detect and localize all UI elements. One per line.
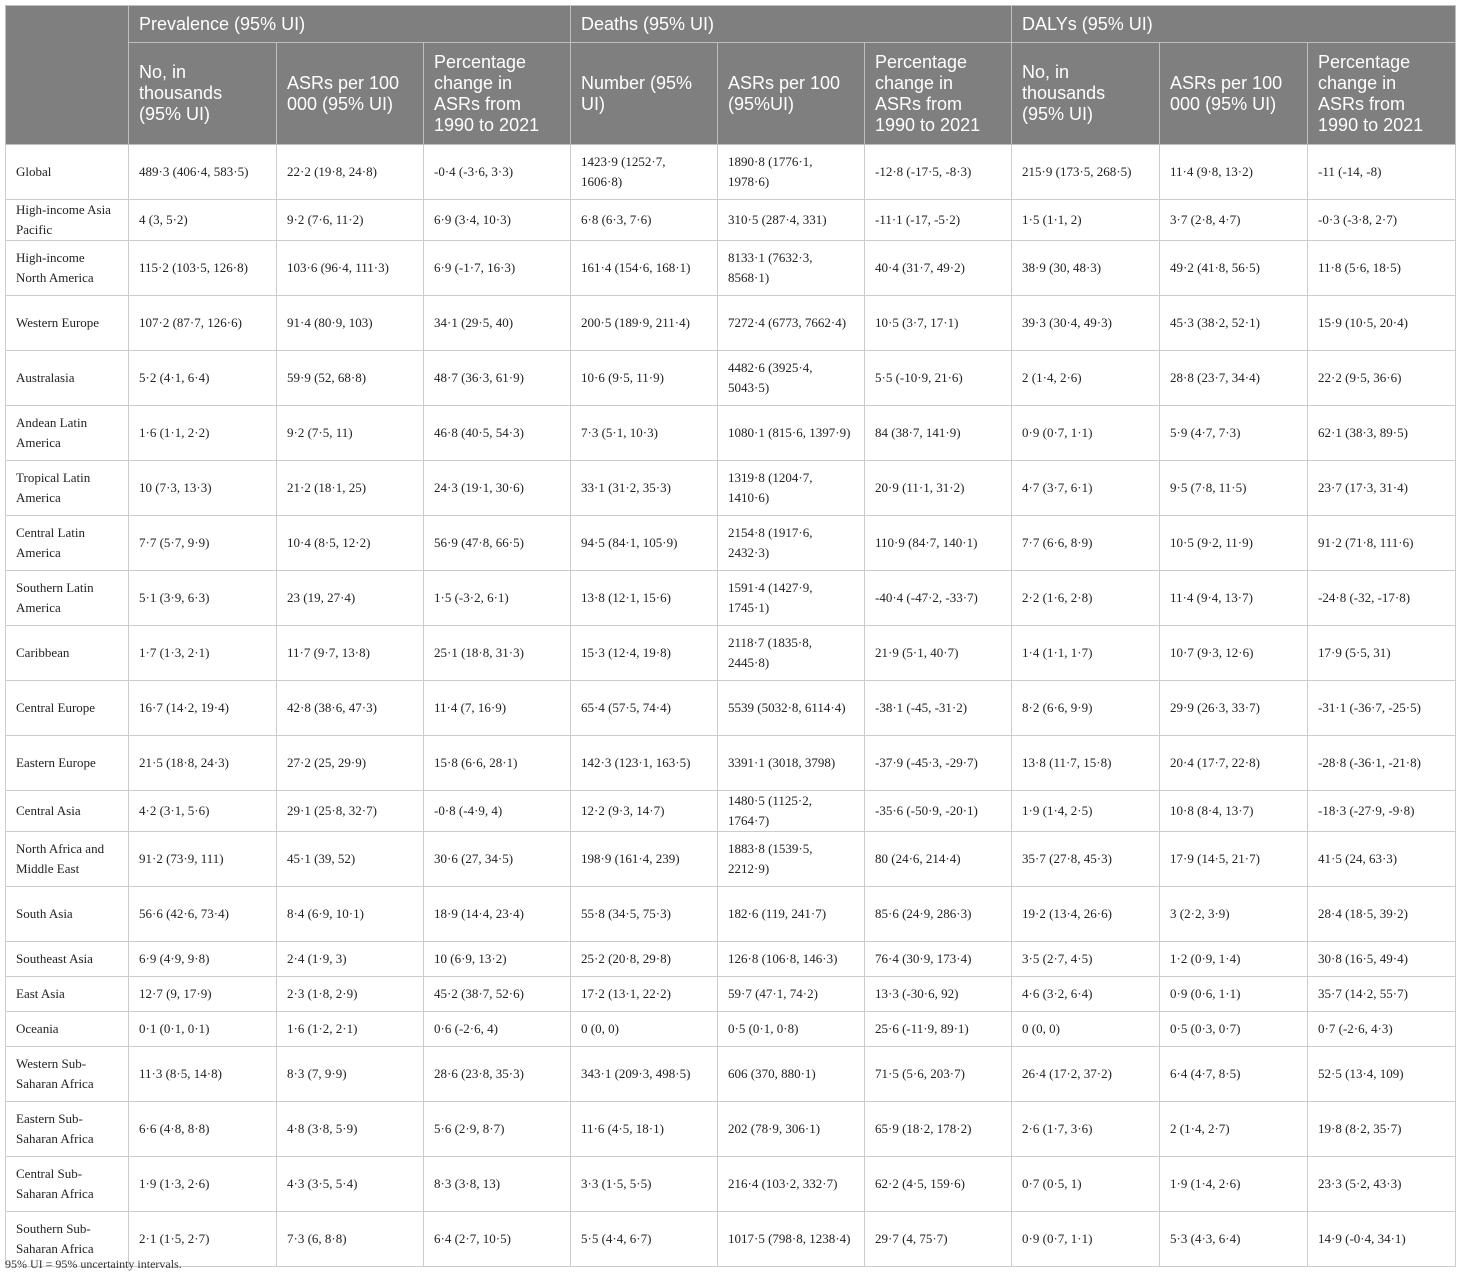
value-cell: 3·3 (1·5, 5·5) bbox=[571, 1157, 718, 1212]
value-cell: 6·9 (-1·7, 16·3) bbox=[424, 241, 571, 296]
value-cell: -38·1 (-45, -31·2) bbox=[865, 681, 1012, 736]
value-cell: 30·6 (27, 34·5) bbox=[424, 832, 571, 887]
region-cell: Central Sub-Saharan Africa bbox=[6, 1157, 129, 1212]
value-cell: 8·3 (3·8, 13) bbox=[424, 1157, 571, 1212]
value-cell: 4482·6 (3925·4, 5043·5) bbox=[718, 351, 865, 406]
column-header: No, in thousands (95% UI) bbox=[129, 43, 277, 145]
value-cell: 0·5 (0·1, 0·8) bbox=[718, 1012, 865, 1047]
region-cell: Southern Latin America bbox=[6, 571, 129, 626]
value-cell: 161·4 (154·6, 168·1) bbox=[571, 241, 718, 296]
value-cell: -40·4 (-47·2, -33·7) bbox=[865, 571, 1012, 626]
value-cell: 28·8 (23·7, 34·4) bbox=[1160, 351, 1308, 406]
value-cell: 2·4 (1·9, 3) bbox=[277, 942, 424, 977]
value-cell: 27·2 (25, 29·9) bbox=[277, 736, 424, 791]
value-cell: 216·4 (103·2, 332·7) bbox=[718, 1157, 865, 1212]
value-cell: 30·8 (16·5, 49·4) bbox=[1308, 942, 1456, 977]
value-cell: 23·3 (5·2, 43·3) bbox=[1308, 1157, 1456, 1212]
value-cell: 4·6 (3·2, 6·4) bbox=[1012, 977, 1160, 1012]
value-cell: 2·1 (1·5, 2·7) bbox=[129, 1212, 277, 1267]
value-cell: 12·2 (9·3, 14·7) bbox=[571, 791, 718, 832]
value-cell: 6·9 (4·9, 9·8) bbox=[129, 942, 277, 977]
value-cell: 6·4 (4·7, 8·5) bbox=[1160, 1047, 1308, 1102]
value-cell: 1·9 (1·3, 2·6) bbox=[129, 1157, 277, 1212]
value-cell: 15·9 (10·5, 20·4) bbox=[1308, 296, 1456, 351]
value-cell: 3391·1 (3018, 3798) bbox=[718, 736, 865, 791]
region-cell: Western Europe bbox=[6, 296, 129, 351]
value-cell: 4·8 (3·8, 5·9) bbox=[277, 1102, 424, 1157]
value-cell: 20·4 (17·7, 22·8) bbox=[1160, 736, 1308, 791]
value-cell: 26·4 (17·2, 37·2) bbox=[1012, 1047, 1160, 1102]
value-cell: 28·4 (18·5, 39·2) bbox=[1308, 887, 1456, 942]
table-row bbox=[6, 681, 1456, 736]
value-cell: 45·1 (39, 52) bbox=[277, 832, 424, 887]
table-row bbox=[6, 296, 1456, 351]
table-row bbox=[6, 832, 1456, 887]
value-cell: -11 (-14, -8) bbox=[1308, 145, 1456, 200]
value-cell: 84 (38·7, 141·9) bbox=[865, 406, 1012, 461]
value-cell: 5·2 (4·1, 6·4) bbox=[129, 351, 277, 406]
value-cell: 46·8 (40·5, 54·3) bbox=[424, 406, 571, 461]
value-cell: 5·6 (2·9, 8·7) bbox=[424, 1102, 571, 1157]
value-cell: 21·9 (5·1, 40·7) bbox=[865, 626, 1012, 681]
table-row bbox=[6, 200, 1456, 241]
value-cell: 8·2 (6·6, 9·9) bbox=[1012, 681, 1160, 736]
table-row bbox=[6, 571, 1456, 626]
value-cell: 2118·7 (1835·8, 2445·8) bbox=[718, 626, 865, 681]
region-cell: Central Asia bbox=[6, 791, 129, 832]
table-row bbox=[6, 1102, 1456, 1157]
value-cell: 45·2 (38·7, 52·6) bbox=[424, 977, 571, 1012]
value-cell: 8·4 (6·9, 10·1) bbox=[277, 887, 424, 942]
column-header: Percentage change in ASRs from 1990 to 2021 bbox=[424, 43, 571, 145]
table-row bbox=[6, 626, 1456, 681]
value-cell: 52·5 (13·4, 109) bbox=[1308, 1047, 1456, 1102]
value-cell: 0 (0, 0) bbox=[1012, 1012, 1160, 1047]
value-cell: 39·3 (30·4, 49·3) bbox=[1012, 296, 1160, 351]
value-cell: -12·8 (-17·5, -8·3) bbox=[865, 145, 1012, 200]
value-cell: 17·9 (5·5, 31) bbox=[1308, 626, 1456, 681]
table-row bbox=[6, 516, 1456, 571]
value-cell: 142·3 (123·1, 163·5) bbox=[571, 736, 718, 791]
value-cell: 115·2 (103·5, 126·8) bbox=[129, 241, 277, 296]
value-cell: 59·9 (52, 68·8) bbox=[277, 351, 424, 406]
value-cell: 23·7 (17·3, 31·4) bbox=[1308, 461, 1456, 516]
value-cell: 0·1 (0·1, 0·1) bbox=[129, 1012, 277, 1047]
value-cell: 23 (19, 27·4) bbox=[277, 571, 424, 626]
value-cell: 6·8 (6·3, 7·6) bbox=[571, 200, 718, 241]
value-cell: 10·7 (9·3, 12·6) bbox=[1160, 626, 1308, 681]
value-cell: 25·6 (-11·9, 89·1) bbox=[865, 1012, 1012, 1047]
value-cell: -37·9 (-45·3, -29·7) bbox=[865, 736, 1012, 791]
value-cell: 94·5 (84·1, 105·9) bbox=[571, 516, 718, 571]
value-cell: 9·2 (7·5, 11) bbox=[277, 406, 424, 461]
value-cell: 0·6 (-2·6, 4) bbox=[424, 1012, 571, 1047]
value-cell: 13·3 (-30·6, 92) bbox=[865, 977, 1012, 1012]
column-header: No, in thousands (95% UI) bbox=[1012, 43, 1160, 145]
value-cell: 202 (78·9, 306·1) bbox=[718, 1102, 865, 1157]
column-header: Number (95% UI) bbox=[571, 43, 718, 145]
value-cell: 80 (24·6, 214·4) bbox=[865, 832, 1012, 887]
value-cell: 2·3 (1·8, 2·9) bbox=[277, 977, 424, 1012]
value-cell: 59·7 (47·1, 74·2) bbox=[718, 977, 865, 1012]
value-cell: 20·9 (11·1, 31·2) bbox=[865, 461, 1012, 516]
value-cell: 0·9 (0·7, 1·1) bbox=[1012, 406, 1160, 461]
value-cell: 18·9 (14·4, 23·4) bbox=[424, 887, 571, 942]
region-cell: Eastern Europe bbox=[6, 736, 129, 791]
value-cell: 126·8 (106·8, 146·3) bbox=[718, 942, 865, 977]
value-cell: 1890·8 (1776·1, 1978·6) bbox=[718, 145, 865, 200]
value-cell: -0·8 (-4·9, 4) bbox=[424, 791, 571, 832]
value-cell: 5·5 (4·4, 6·7) bbox=[571, 1212, 718, 1267]
region-cell: Southern Sub-Saharan Africa bbox=[6, 1212, 129, 1267]
data-table-container bbox=[5, 5, 1455, 1267]
value-cell: 15·8 (6·6, 28·1) bbox=[424, 736, 571, 791]
value-cell: -28·8 (-36·1, -21·8) bbox=[1308, 736, 1456, 791]
region-cell: Caribbean bbox=[6, 626, 129, 681]
value-cell: -0·4 (-3·6, 3·3) bbox=[424, 145, 571, 200]
value-cell: 2·2 (1·6, 2·8) bbox=[1012, 571, 1160, 626]
value-cell: 10·8 (8·4, 13·7) bbox=[1160, 791, 1308, 832]
value-cell: 0·7 (0·5, 1) bbox=[1012, 1157, 1160, 1212]
value-cell: 14·9 (-0·4, 34·1) bbox=[1308, 1212, 1456, 1267]
value-cell: 41·5 (24, 63·3) bbox=[1308, 832, 1456, 887]
value-cell: 76·4 (30·9, 173·4) bbox=[865, 942, 1012, 977]
group-header-deaths: Deaths (95% UI) bbox=[571, 6, 1012, 43]
value-cell: 1080·1 (815·6, 1397·9) bbox=[718, 406, 865, 461]
footnote: 95% UI = 95% uncertainty intervals. bbox=[5, 1257, 182, 1271]
value-cell: 182·6 (119, 241·7) bbox=[718, 887, 865, 942]
value-cell: 42·8 (38·6, 47·3) bbox=[277, 681, 424, 736]
value-cell: 11·4 (7, 16·9) bbox=[424, 681, 571, 736]
value-cell: 1319·8 (1204·7, 1410·6) bbox=[718, 461, 865, 516]
value-cell: 2 (1·4, 2·7) bbox=[1160, 1102, 1308, 1157]
value-cell: 0·9 (0·7, 1·1) bbox=[1012, 1212, 1160, 1267]
value-cell: 10 (6·9, 13·2) bbox=[424, 942, 571, 977]
value-cell: 1·5 (1·1, 2) bbox=[1012, 200, 1160, 241]
region-cell: South Asia bbox=[6, 887, 129, 942]
table-row bbox=[6, 1012, 1456, 1047]
value-cell: 10·4 (8·5, 12·2) bbox=[277, 516, 424, 571]
value-cell: 5·5 (-10·9, 21·6) bbox=[865, 351, 1012, 406]
region-cell: East Asia bbox=[6, 977, 129, 1012]
value-cell: 198·9 (161·4, 239) bbox=[571, 832, 718, 887]
value-cell: 215·9 (173·5, 268·5) bbox=[1012, 145, 1160, 200]
value-cell: 1·2 (0·9, 1·4) bbox=[1160, 942, 1308, 977]
table-row bbox=[6, 736, 1456, 791]
value-cell: -0·3 (-3·8, 2·7) bbox=[1308, 200, 1456, 241]
group-header-dalys: DALYs (95% UI) bbox=[1012, 6, 1456, 43]
region-cell: High-income North America bbox=[6, 241, 129, 296]
group-header-prevalence: Prevalence (95% UI) bbox=[129, 6, 571, 43]
table-row bbox=[6, 791, 1456, 832]
value-cell: 91·2 (73·9, 111) bbox=[129, 832, 277, 887]
region-cell: North Africa and Middle East bbox=[6, 832, 129, 887]
value-cell: 3·7 (2·8, 4·7) bbox=[1160, 200, 1308, 241]
value-cell: 0·7 (-2·6, 4·3) bbox=[1308, 1012, 1456, 1047]
value-cell: 7272·4 (6773, 7662·4) bbox=[718, 296, 865, 351]
value-cell: 2154·8 (1917·6, 2432·3) bbox=[718, 516, 865, 571]
value-cell: 17·2 (13·1, 22·2) bbox=[571, 977, 718, 1012]
value-cell: -31·1 (-36·7, -25·5) bbox=[1308, 681, 1456, 736]
value-cell: -11·1 (-17, -5·2) bbox=[865, 200, 1012, 241]
value-cell: 29·1 (25·8, 32·7) bbox=[277, 791, 424, 832]
value-cell: 3·5 (2·7, 4·5) bbox=[1012, 942, 1160, 977]
value-cell: 11·3 (8·5, 14·8) bbox=[129, 1047, 277, 1102]
value-cell: 62·2 (4·5, 159·6) bbox=[865, 1157, 1012, 1212]
value-cell: 6·9 (3·4, 10·3) bbox=[424, 200, 571, 241]
value-cell: 91·2 (71·8, 111·6) bbox=[1308, 516, 1456, 571]
value-cell: 56·6 (42·6, 73·4) bbox=[129, 887, 277, 942]
value-cell: 62·1 (38·3, 89·5) bbox=[1308, 406, 1456, 461]
region-cell: Central Latin America bbox=[6, 516, 129, 571]
region-cell: Australasia bbox=[6, 351, 129, 406]
value-cell: 11·4 (9·8, 13·2) bbox=[1160, 145, 1308, 200]
value-cell: 1423·9 (1252·7, 1606·8) bbox=[571, 145, 718, 200]
value-cell: 5·3 (4·3, 6·4) bbox=[1160, 1212, 1308, 1267]
value-cell: 1·6 (1·2, 2·1) bbox=[277, 1012, 424, 1047]
value-cell: 1017·5 (798·8, 1238·4) bbox=[718, 1212, 865, 1267]
value-cell: 0·9 (0·6, 1·1) bbox=[1160, 977, 1308, 1012]
value-cell: 110·9 (84·7, 140·1) bbox=[865, 516, 1012, 571]
value-cell: 3 (2·2, 3·9) bbox=[1160, 887, 1308, 942]
value-cell: 4·3 (3·5, 5·4) bbox=[277, 1157, 424, 1212]
table-row bbox=[6, 351, 1456, 406]
value-cell: 1591·4 (1427·9, 1745·1) bbox=[718, 571, 865, 626]
value-cell: 7·3 (5·1, 10·3) bbox=[571, 406, 718, 461]
value-cell: 17·9 (14·5, 21·7) bbox=[1160, 832, 1308, 887]
region-cell: Central Europe bbox=[6, 681, 129, 736]
value-cell: 8·3 (7, 9·9) bbox=[277, 1047, 424, 1102]
value-cell: 48·7 (36·3, 61·9) bbox=[424, 351, 571, 406]
table-row bbox=[6, 1212, 1456, 1267]
value-cell: 85·6 (24·9, 286·3) bbox=[865, 887, 1012, 942]
value-cell: 21·2 (18·1, 25) bbox=[277, 461, 424, 516]
table-row bbox=[6, 406, 1456, 461]
value-cell: 1·4 (1·1, 1·7) bbox=[1012, 626, 1160, 681]
value-cell: 6·6 (4·8, 8·8) bbox=[129, 1102, 277, 1157]
value-cell: -18·3 (-27·9, -9·8) bbox=[1308, 791, 1456, 832]
table-row bbox=[6, 1157, 1456, 1212]
value-cell: -24·8 (-32, -17·8) bbox=[1308, 571, 1456, 626]
value-cell: 65·4 (57·5, 74·4) bbox=[571, 681, 718, 736]
value-cell: 13·8 (12·1, 15·6) bbox=[571, 571, 718, 626]
value-cell: 1·9 (1·4, 2·5) bbox=[1012, 791, 1160, 832]
value-cell: 4·2 (3·1, 5·6) bbox=[129, 791, 277, 832]
value-cell: 11·4 (9·4, 13·7) bbox=[1160, 571, 1308, 626]
value-cell: 6·4 (2·7, 10·5) bbox=[424, 1212, 571, 1267]
value-cell: 5·1 (3·9, 6·3) bbox=[129, 571, 277, 626]
value-cell: 16·7 (14·2, 19·4) bbox=[129, 681, 277, 736]
table-row bbox=[6, 241, 1456, 296]
region-cell: Tropical Latin America bbox=[6, 461, 129, 516]
data-table bbox=[5, 5, 1456, 1267]
value-cell: 10·5 (3·7, 17·1) bbox=[865, 296, 1012, 351]
region-cell: Oceania bbox=[6, 1012, 129, 1047]
value-cell: 49·2 (41·8, 56·5) bbox=[1160, 241, 1308, 296]
value-cell: 1·7 (1·3, 2·1) bbox=[129, 626, 277, 681]
value-cell: 1·6 (1·1, 2·2) bbox=[129, 406, 277, 461]
value-cell: 8133·1 (7632·3, 8568·1) bbox=[718, 241, 865, 296]
column-header: ASRs per 100 000 (95% UI) bbox=[1160, 43, 1308, 145]
value-cell: -35·6 (-50·9, -20·1) bbox=[865, 791, 1012, 832]
value-cell: 13·8 (11·7, 15·8) bbox=[1012, 736, 1160, 791]
value-cell: 2·6 (1·7, 3·6) bbox=[1012, 1102, 1160, 1157]
value-cell: 0·5 (0·3, 0·7) bbox=[1160, 1012, 1308, 1047]
table-header bbox=[6, 6, 1456, 145]
value-cell: 45·3 (38·2, 52·1) bbox=[1160, 296, 1308, 351]
value-cell: 35·7 (27·8, 45·3) bbox=[1012, 832, 1160, 887]
value-cell: 107·2 (87·7, 126·6) bbox=[129, 296, 277, 351]
value-cell: 1·9 (1·4, 2·6) bbox=[1160, 1157, 1308, 1212]
value-cell: 5539 (5032·8, 6114·4) bbox=[718, 681, 865, 736]
value-cell: 11·6 (4·5, 18·1) bbox=[571, 1102, 718, 1157]
value-cell: 2 (1·4, 2·6) bbox=[1012, 351, 1160, 406]
value-cell: 5·9 (4·7, 7·3) bbox=[1160, 406, 1308, 461]
value-cell: 91·4 (80·9, 103) bbox=[277, 296, 424, 351]
value-cell: 343·1 (209·3, 498·5) bbox=[571, 1047, 718, 1102]
value-cell: 19·8 (8·2, 35·7) bbox=[1308, 1102, 1456, 1157]
value-cell: 19·2 (13·4, 26·6) bbox=[1012, 887, 1160, 942]
region-cell: Western Sub-Saharan Africa bbox=[6, 1047, 129, 1102]
value-cell: 11·8 (5·6, 18·5) bbox=[1308, 241, 1456, 296]
value-cell: 4 (3, 5·2) bbox=[129, 200, 277, 241]
value-cell: 15·3 (12·4, 19·8) bbox=[571, 626, 718, 681]
value-cell: 71·5 (5·6, 203·7) bbox=[865, 1047, 1012, 1102]
value-cell: 38·9 (30, 48·3) bbox=[1012, 241, 1160, 296]
value-cell: 7·7 (6·6, 8·9) bbox=[1012, 516, 1160, 571]
value-cell: 22·2 (19·8, 24·8) bbox=[277, 145, 424, 200]
column-header: ASRs per 100 (95%UI) bbox=[718, 43, 865, 145]
value-cell: 1·5 (-3·2, 6·1) bbox=[424, 571, 571, 626]
value-cell: 29·9 (26·3, 33·7) bbox=[1160, 681, 1308, 736]
value-cell: 22·2 (9·5, 36·6) bbox=[1308, 351, 1456, 406]
region-cell: Andean Latin America bbox=[6, 406, 129, 461]
value-cell: 10·5 (9·2, 11·9) bbox=[1160, 516, 1308, 571]
value-cell: 56·9 (47·8, 66·5) bbox=[424, 516, 571, 571]
table-row bbox=[6, 1047, 1456, 1102]
value-cell: 9·5 (7·8, 11·5) bbox=[1160, 461, 1308, 516]
table-row bbox=[6, 977, 1456, 1012]
region-cell: High-income Asia Pacific bbox=[6, 200, 129, 241]
value-cell: 11·7 (9·7, 13·8) bbox=[277, 626, 424, 681]
value-cell: 200·5 (189·9, 211·4) bbox=[571, 296, 718, 351]
table-row bbox=[6, 145, 1456, 200]
value-cell: 28·6 (23·8, 35·3) bbox=[424, 1047, 571, 1102]
value-cell: 25·1 (18·8, 31·3) bbox=[424, 626, 571, 681]
value-cell: 103·6 (96·4, 111·3) bbox=[277, 241, 424, 296]
value-cell: 34·1 (29·5, 40) bbox=[424, 296, 571, 351]
value-cell: 55·8 (34·5, 75·3) bbox=[571, 887, 718, 942]
value-cell: 4·7 (3·7, 6·1) bbox=[1012, 461, 1160, 516]
table-row bbox=[6, 887, 1456, 942]
value-cell: 606 (370, 880·1) bbox=[718, 1047, 865, 1102]
value-cell: 1883·8 (1539·5, 2212·9) bbox=[718, 832, 865, 887]
column-header: Percentage change in ASRs from 1990 to 2021 bbox=[1308, 43, 1456, 145]
table-body bbox=[6, 145, 1456, 1267]
value-cell: 7·3 (6, 8·8) bbox=[277, 1212, 424, 1267]
value-cell: 65·9 (18·2, 178·2) bbox=[865, 1102, 1012, 1157]
value-cell: 25·2 (20·8, 29·8) bbox=[571, 942, 718, 977]
value-cell: 9·2 (7·6, 11·2) bbox=[277, 200, 424, 241]
value-cell: 21·5 (18·8, 24·3) bbox=[129, 736, 277, 791]
value-cell: 29·7 (4, 75·7) bbox=[865, 1212, 1012, 1267]
value-cell: 0 (0, 0) bbox=[571, 1012, 718, 1047]
value-cell: 10 (7·3, 13·3) bbox=[129, 461, 277, 516]
region-cell: Eastern Sub-Saharan Africa bbox=[6, 1102, 129, 1157]
value-cell: 33·1 (31·2, 35·3) bbox=[571, 461, 718, 516]
region-cell: Global bbox=[6, 145, 129, 200]
value-cell: 7·7 (5·7, 9·9) bbox=[129, 516, 277, 571]
table-row bbox=[6, 461, 1456, 516]
region-header bbox=[6, 6, 129, 145]
region-cell: Southeast Asia bbox=[6, 942, 129, 977]
column-header: Percentage change in ASRs from 1990 to 2021 bbox=[865, 43, 1012, 145]
value-cell: 35·7 (14·2, 55·7) bbox=[1308, 977, 1456, 1012]
value-cell: 10·6 (9·5, 11·9) bbox=[571, 351, 718, 406]
value-cell: 489·3 (406·4, 583·5) bbox=[129, 145, 277, 200]
value-cell: 1480·5 (1125·2, 1764·7) bbox=[718, 791, 865, 832]
column-header: ASRs per 100 000 (95% UI) bbox=[277, 43, 424, 145]
table-row bbox=[6, 942, 1456, 977]
value-cell: 12·7 (9, 17·9) bbox=[129, 977, 277, 1012]
value-cell: 40·4 (31·7, 49·2) bbox=[865, 241, 1012, 296]
value-cell: 24·3 (19·1, 30·6) bbox=[424, 461, 571, 516]
value-cell: 310·5 (287·4, 331) bbox=[718, 200, 865, 241]
